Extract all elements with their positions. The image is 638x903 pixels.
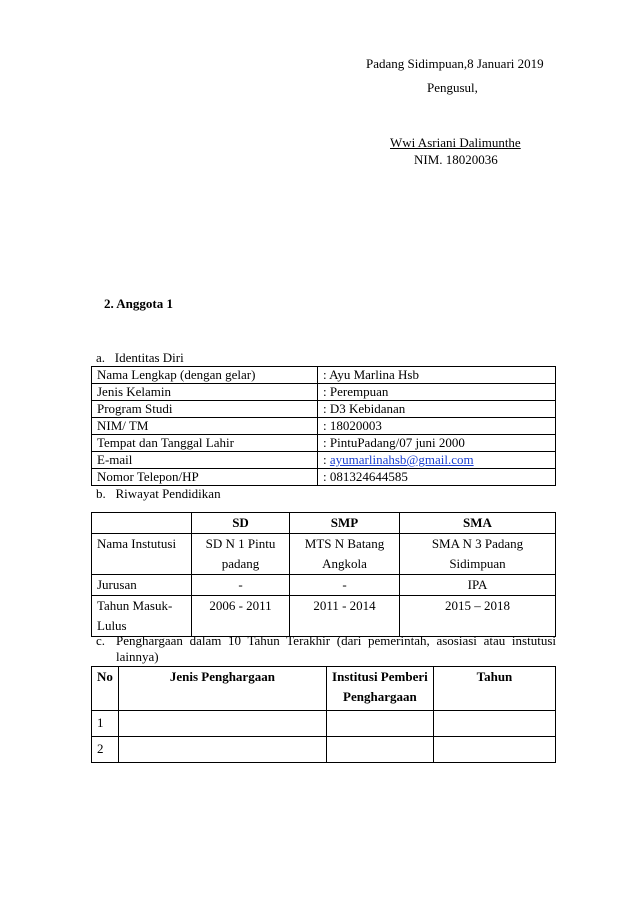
table-row — [92, 596, 556, 637]
pendidikan-cell: - — [290, 575, 400, 596]
identitas-label: Program Studi — [92, 401, 318, 418]
table-row — [92, 435, 556, 452]
table-row — [92, 452, 556, 469]
table-row — [92, 469, 556, 486]
penghargaan-heading-letter: c. — [96, 633, 106, 648]
table-header-row — [92, 667, 556, 711]
pendidikan-header: SD — [192, 513, 290, 534]
signature-name: Wwi Asriani Dalimunthe — [390, 135, 521, 150]
pendidikan-cell: SMA N 3 Padang Sidimpuan — [400, 534, 556, 575]
table-row — [92, 534, 556, 575]
penghargaan-table — [91, 666, 556, 763]
identitas-label: E-mail — [92, 452, 318, 469]
identitas-value: : Perempuan — [318, 384, 556, 401]
penghargaan-cell: 2 — [92, 737, 119, 763]
pendidikan-table — [91, 512, 556, 637]
penghargaan-heading: Penghargaan dalam 10 Tahun Terakhir (dari pemerintah, asosiasi atau instutusi lainnya) — [116, 633, 556, 664]
email-link[interactable]: ayumarlinahsb@gmail.com — [329, 452, 474, 467]
penghargaan-header: Institusi Pemberi Penghargaan — [326, 667, 433, 711]
pendidikan-cell: 2015 – 2018 — [400, 596, 556, 637]
table-row — [92, 367, 556, 384]
pendidikan-cell: 2006 - 2011 — [192, 596, 290, 637]
penghargaan-cell — [118, 711, 326, 737]
pendidikan-cell: MTS N Batang Angkola — [290, 534, 400, 575]
identitas-label: Nomor Telepon/HP — [92, 469, 318, 486]
penghargaan-cell — [433, 711, 555, 737]
identitas-value: : D3 Kebidanan — [318, 401, 556, 418]
penghargaan-cell — [433, 737, 555, 763]
penghargaan-header: Jenis Penghargaan — [118, 667, 326, 711]
pendidikan-heading: b. Riwayat Pendidikan — [96, 486, 221, 501]
pendidikan-cell: 2011 - 2014 — [290, 596, 400, 637]
penghargaan-cell: 1 — [92, 711, 119, 737]
identitas-table — [91, 366, 556, 486]
pendidikan-cell: Tahun Masuk-Lulus — [92, 596, 192, 637]
identitas-label: Tempat dan Tanggal Lahir — [92, 435, 318, 452]
identitas-value: : 18020003 — [318, 418, 556, 435]
identitas-value: : Ayu Marlina Hsb — [318, 367, 556, 384]
identitas-value: : PintuPadang/07 juni 2000 — [318, 435, 556, 452]
email-prefix: : — [323, 452, 330, 467]
identitas-label: Jenis Kelamin — [92, 384, 318, 401]
pendidikan-cell: IPA — [400, 575, 556, 596]
table-row — [92, 711, 556, 737]
signature-nim: NIM. 18020036 — [414, 152, 498, 167]
signature-role: Pengusul, — [427, 80, 478, 95]
identitas-heading: a. Identitas Diri — [96, 350, 184, 365]
identitas-label: NIM/ TM — [92, 418, 318, 435]
penghargaan-cell — [118, 737, 326, 763]
table-row — [92, 384, 556, 401]
identitas-label: Nama Lengkap (dengan gelar) — [92, 367, 318, 384]
table-header-row — [92, 513, 556, 534]
pendidikan-cell: Nama Instutusi — [92, 534, 192, 575]
pendidikan-header — [92, 513, 192, 534]
identitas-value — [318, 452, 556, 469]
penghargaan-header: No — [92, 667, 119, 711]
identitas-value: : 081324644585 — [318, 469, 556, 486]
table-row — [92, 575, 556, 596]
pendidikan-header: SMA — [400, 513, 556, 534]
place-date: Padang Sidimpuan,8 Januari 2019 — [366, 56, 544, 71]
table-row — [92, 737, 556, 763]
pendidikan-cell: SD N 1 Pintu padang — [192, 534, 290, 575]
penghargaan-header: Tahun — [433, 667, 555, 711]
table-row — [92, 418, 556, 435]
pendidikan-header: SMP — [290, 513, 400, 534]
pendidikan-cell: - — [192, 575, 290, 596]
pendidikan-cell: Jurusan — [92, 575, 192, 596]
penghargaan-cell — [326, 711, 433, 737]
penghargaan-cell — [326, 737, 433, 763]
table-row — [92, 401, 556, 418]
section-title: 2. Anggota 1 — [104, 296, 173, 311]
